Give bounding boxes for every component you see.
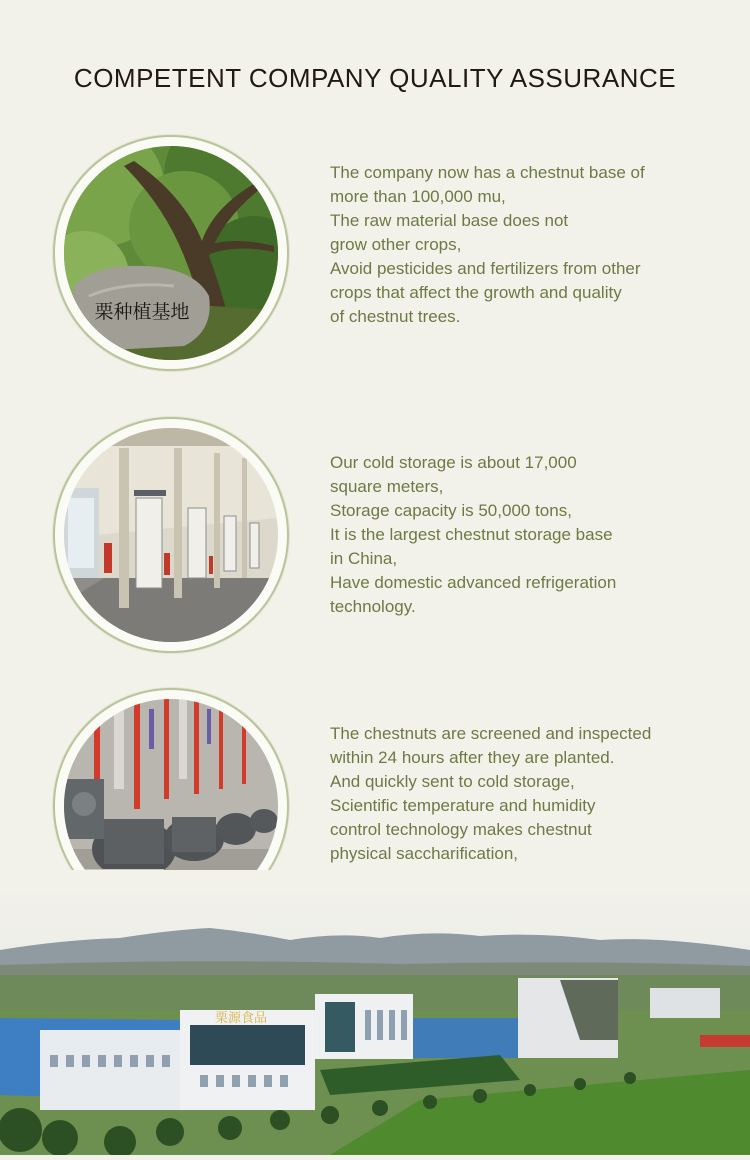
- section-cold-storage: [0, 417, 750, 657]
- chestnut-base-photo: [64, 146, 278, 360]
- description-line: Scientific temperature and humidity: [330, 796, 596, 815]
- description-line: grow other crops,: [330, 235, 462, 254]
- description-line: of chestnut trees.: [330, 307, 461, 326]
- section-chestnut-base: [0, 135, 750, 375]
- description-line: within 24 hours after they are planted.: [330, 748, 615, 767]
- description-line: square meters,: [330, 477, 444, 496]
- cold-storage-description: [330, 451, 710, 619]
- description-line: Storage capacity is 50,000 tons,: [330, 501, 572, 520]
- description-line: Have domestic advanced refrigeration: [330, 573, 617, 592]
- page-title: COMPETENT COMPANY QUALITY ASSURANCE: [73, 63, 677, 94]
- description-line: It is the largest chestnut storage base: [330, 525, 613, 544]
- description-line: in China,: [330, 549, 398, 568]
- description-line: And quickly sent to cold storage,: [330, 772, 575, 791]
- cold-storage-photo: [64, 428, 278, 642]
- description-line: The company now has a chestnut base of: [330, 163, 645, 182]
- description-line: more than 100,000 mu,: [330, 187, 506, 206]
- description-line: Avoid pesticides and fertilizers from other: [330, 259, 641, 278]
- description-line: physical saccharification,: [330, 844, 519, 863]
- description-line: The raw material base does not: [330, 211, 569, 230]
- stone-inscription: 栗种植基地: [94, 301, 190, 323]
- refrigeration-description: [330, 722, 710, 890]
- description-line: control technology makes chestnut: [330, 820, 592, 839]
- description-line: The chestnuts are screened and inspected: [330, 724, 652, 743]
- chestnut-base-description: [330, 161, 710, 329]
- photo-frame: [53, 135, 289, 371]
- description-line: Our cold storage is about 17,000: [330, 453, 577, 472]
- factory-sign: 栗源食品: [215, 1011, 268, 1026]
- description-line: technology.: [330, 597, 416, 616]
- description-line: crops that affect the growth and quality: [330, 283, 622, 302]
- photo-frame: [53, 417, 289, 653]
- factory-aerial-photo: [0, 870, 750, 1155]
